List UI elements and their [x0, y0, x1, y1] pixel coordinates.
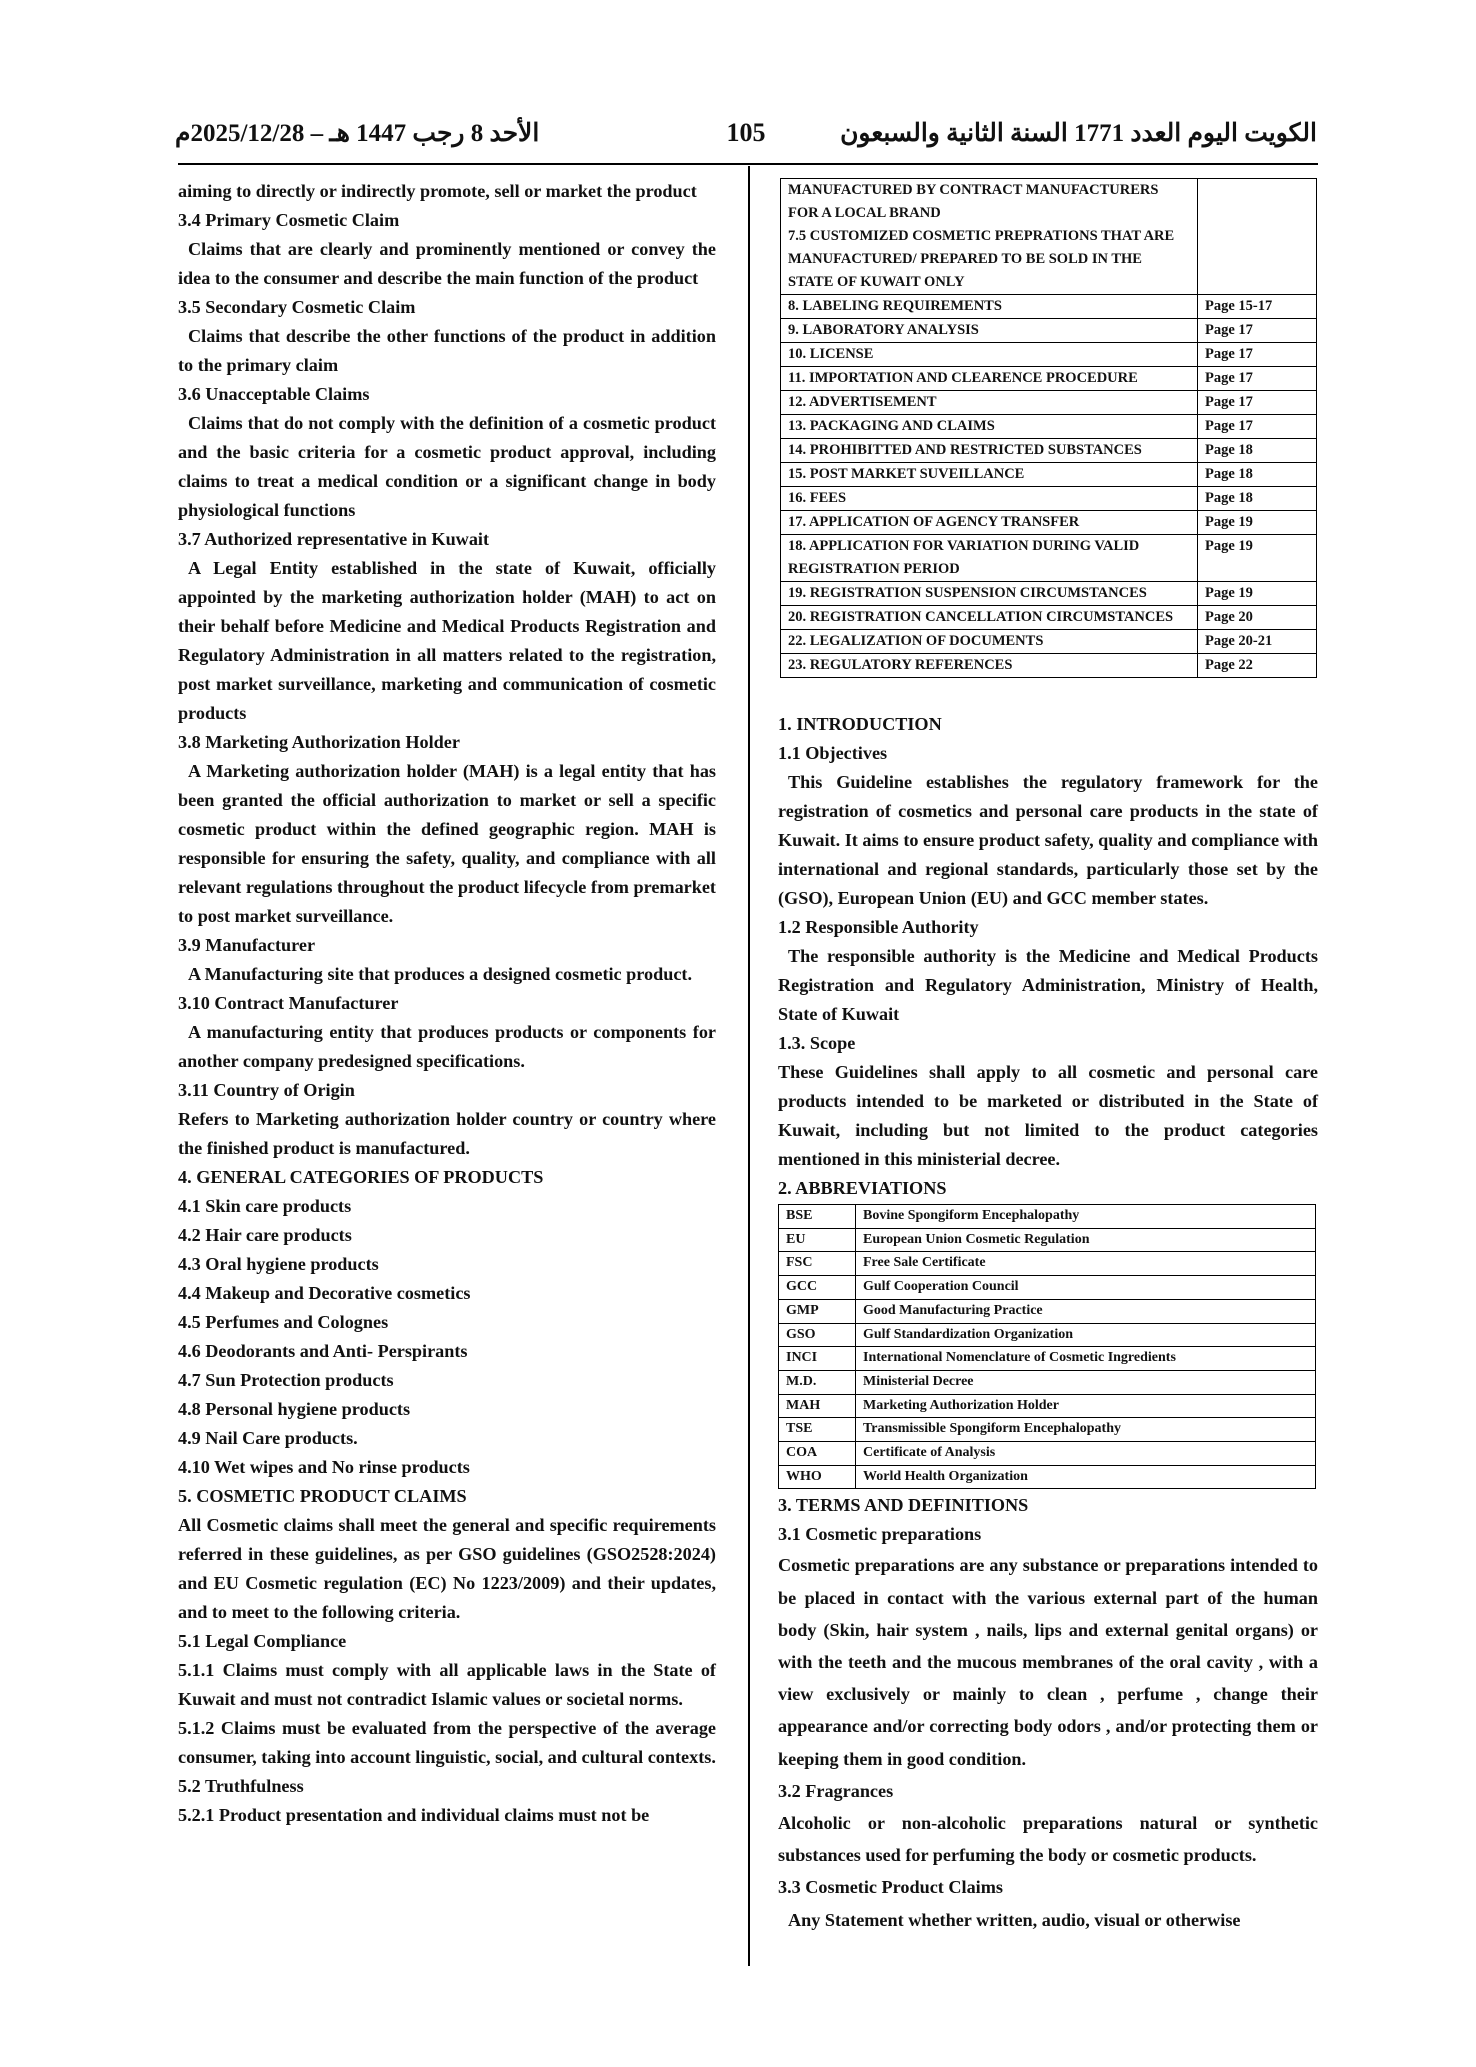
meaning-cell: Transmissible Spongiform Encephalopathy: [856, 1418, 1316, 1442]
paragraph: A Manufacturing site that produces a designed cosmetic product.: [188, 964, 693, 984]
page-header: [175, 118, 1317, 160]
table-row: [779, 1228, 1316, 1252]
paragraph: These Guidelines shall apply to all cosmetic and personal care products intended to be marketed or distributed in the State of Kuwait, including but not limited to the product categories mentioned in this ministerial decree.: [778, 1062, 1318, 1169]
abbreviations-table: [778, 1204, 1316, 1489]
toc-title-cell: 15. POST MARKET SUVEILLANCE: [781, 463, 1198, 487]
list-item: 4.8 Personal hygiene products: [178, 1399, 411, 1419]
list-item: 4.6 Deodorants and Anti- Perspirants: [178, 1341, 468, 1361]
table-row: [781, 367, 1317, 391]
toc-page-cell: Page 18: [1198, 487, 1317, 511]
section-heading: 3.10 Contract Manufacturer: [178, 993, 399, 1013]
toc-page-cell: Page 20: [1198, 606, 1317, 630]
toc-page-cell: Page 18: [1198, 463, 1317, 487]
abbreviation-cell: WHO: [779, 1465, 856, 1489]
toc-page-cell: [1198, 179, 1317, 295]
abbreviation-cell: MAH: [779, 1394, 856, 1418]
abbreviation-cell: TSE: [779, 1418, 856, 1442]
table-row: [779, 1252, 1316, 1276]
toc-title-cell: 19. REGISTRATION SUSPENSION CIRCUMSTANCES: [781, 582, 1198, 606]
toc-title-cell: 23. REGULATORY REFERENCES: [781, 654, 1198, 678]
table-row: [781, 630, 1317, 654]
table-row: [781, 511, 1317, 535]
meaning-cell: Gulf Standardization Organization: [856, 1323, 1316, 1347]
meaning-cell: International Nomenclature of Cosmetic Ingredients: [856, 1347, 1316, 1371]
section-heading: 3.4 Primary Cosmetic Claim: [178, 210, 400, 230]
table-row: [781, 606, 1317, 630]
left-column: [178, 177, 716, 1830]
meaning-cell: World Health Organization: [856, 1465, 1316, 1489]
paragraph: Claims that are clearly and prominently mentioned or convey the idea to the consumer and describe the main function of the product: [178, 239, 716, 288]
section-heading: 3. TERMS AND DEFINITIONS: [778, 1495, 1029, 1516]
section-heading: 3.8 Marketing Authorization Holder: [178, 732, 460, 752]
paragraph: Claims that describe the other functions of the product in addition to the primary claim: [178, 326, 716, 375]
toc-title-cell: 17. APPLICATION OF AGENCY TRANSFER: [781, 511, 1198, 535]
abbreviation-cell: GCC: [779, 1276, 856, 1300]
paragraph: This Guideline establishes the regulatory framework for the registration of cosmetics and personal care products in the state of Kuwait. It aims to ensure product safety, quality and compliance with international and regional standards, particularly those set by the (GSO), European Union (EU) and GCC member states.: [778, 772, 1318, 908]
abbreviation-cell: M.D.: [779, 1370, 856, 1394]
toc-page-cell: Page 20-21: [1198, 630, 1317, 654]
toc-page-cell: Page 18: [1198, 439, 1317, 463]
paragraph: A manufacturing entity that produces products or components for another company predesigned specifications.: [178, 1022, 716, 1071]
paragraph: Cosmetic preparations are any substance or preparations intended to be placed in contact with the various external part of the human body (Skin, hair system , nails, lips and external genital organs) or with the teeth and the mucous membranes of the oral cavity , with a view exclusively or mainly to clean , perfume , change their appearance and/or correcting body odors , and/or protecting them or keeping them in good condition.: [778, 1555, 1318, 1769]
column-divider: [748, 166, 750, 1966]
section-heading: 2. ABBREVIATIONS: [778, 1178, 947, 1198]
section-heading: 3.3 Cosmetic Product Claims: [778, 1877, 1003, 1898]
toc-title-cell: 22. LEGALIZATION OF DOCUMENTS: [781, 630, 1198, 654]
toc-title-cell: 12. ADVERTISEMENT: [781, 391, 1198, 415]
toc-title-cell: 9. LABORATORY ANALYSIS: [781, 319, 1198, 343]
paragraph: 5.1.1 Claims must comply with all applicable laws in the State of Kuwait and must not contradict Islamic values or societal norms.: [178, 1660, 716, 1709]
section-heading: 3.5 Secondary Cosmetic Claim: [178, 297, 416, 317]
toc-page-cell: Page 17: [1198, 415, 1317, 439]
list-item: 4.10 Wet wipes and No rinse products: [178, 1457, 470, 1477]
meaning-cell: Gulf Cooperation Council: [856, 1276, 1316, 1300]
toc-title-cell: 13. PACKAGING AND CLAIMS: [781, 415, 1198, 439]
paragraph: All Cosmetic claims shall meet the general and specific requirements referred in these guidelines, as per GSO guidelines (GSO2528:2024) and EU Cosmetic regulation (EC) No 1223/2009) and their updates, and to meet to the following criteria.: [178, 1515, 716, 1622]
meaning-cell: European Union Cosmetic Regulation: [856, 1228, 1316, 1252]
toc-page-cell: Page 19: [1198, 582, 1317, 606]
table-row: [781, 319, 1317, 343]
table-row: [779, 1418, 1316, 1442]
table-row: [779, 1465, 1316, 1489]
header-rule: [178, 163, 1318, 165]
section-heading: 3.7 Authorized representative in Kuwait: [178, 529, 490, 549]
toc-page-cell: Page 17: [1198, 367, 1317, 391]
table-row: [779, 1347, 1316, 1371]
toc-title-cell: 18. APPLICATION FOR VARIATION DURING VALID REGISTRATION PERIOD: [781, 535, 1198, 582]
toc-page-cell: Page 17: [1198, 343, 1317, 367]
section-heading: 1. INTRODUCTION: [778, 714, 942, 734]
table-row: [781, 391, 1317, 415]
section-heading: 5. COSMETIC PRODUCT CLAIMS: [178, 1486, 467, 1506]
section-heading: 5.2 Truthfulness: [178, 1776, 304, 1796]
table-row: [781, 179, 1317, 295]
meaning-cell: Marketing Authorization Holder: [856, 1394, 1316, 1418]
toc-title-cell: 8. LABELING REQUIREMENTS: [781, 295, 1198, 319]
toc-title-cell: 20. REGISTRATION CANCELLATION CIRCUMSTANCES: [781, 606, 1198, 630]
header-date: الأحد 8 رجب 1447 هـ – 2025/12/28م: [175, 120, 540, 147]
abbreviation-cell: COA: [779, 1442, 856, 1466]
table-row: [781, 654, 1317, 678]
toc-page-cell: Page 17: [1198, 319, 1317, 343]
paragraph: A Legal Entity established in the state of Kuwait, officially appointed by the marketing authorization holder (MAH) to act on their behalf before Medicine and Medical Products Registration and Regulatory Administration in all matters related to the registration, post market surveillance, marketing and communication of cosmetic products: [178, 558, 716, 723]
list-item: 4.5 Perfumes and Colognes: [178, 1312, 389, 1332]
toc-page-cell: Page 17: [1198, 391, 1317, 415]
table-row: [781, 582, 1317, 606]
table-row: [781, 487, 1317, 511]
paragraph: Refers to Marketing authorization holder country or country where the finished product is manufactured.: [178, 1109, 716, 1158]
table-row: [779, 1394, 1316, 1418]
section-heading: 3.9 Manufacturer: [178, 935, 316, 955]
table-of-contents: [780, 178, 1317, 678]
toc-title-cell: 16. FEES: [781, 487, 1198, 511]
list-item: 4.9 Nail Care products.: [178, 1428, 358, 1448]
list-item: 4.1 Skin care products: [178, 1196, 352, 1216]
right-column: [778, 710, 1318, 1936]
table-row: [781, 343, 1317, 367]
abbreviation-cell: GSO: [779, 1323, 856, 1347]
paragraph: Alcoholic or non-alcoholic preparations natural or synthetic substances used for perfuming the body or cosmetic products.: [778, 1813, 1318, 1866]
abbreviation-cell: FSC: [779, 1252, 856, 1276]
table-row: [781, 463, 1317, 487]
list-item: 4.7 Sun Protection products: [178, 1370, 394, 1390]
page-number: 105: [726, 118, 766, 147]
abbreviation-cell: GMP: [779, 1299, 856, 1323]
meaning-cell: Free Sale Certificate: [856, 1252, 1316, 1276]
paragraph: aiming to directly or indirectly promote, sell or market the product: [178, 181, 697, 201]
table-row: [779, 1205, 1316, 1229]
table-row: [779, 1299, 1316, 1323]
paragraph: 5.2.1 Product presentation and individual claims must not be: [178, 1805, 650, 1825]
toc-page-cell: Page 19: [1198, 511, 1317, 535]
section-heading: 3.2 Fragrances: [778, 1780, 894, 1801]
toc-page-cell: Page 22: [1198, 654, 1317, 678]
table-row: [781, 415, 1317, 439]
paragraph: Claims that do not comply with the definition of a cosmetic product and the basic criteria for a cosmetic product approval, including claims to treat a medical condition or a significant change in body physiological functions: [178, 413, 716, 520]
list-item: 4.2 Hair care products: [178, 1225, 352, 1245]
toc-title-cell: MANUFACTURED BY CONTRACT MANUFACTURERS FOR A LOCAL BRAND 7.5 CUSTOMIZED COSMETIC PREPRATIONS THAT ARE MANUFACTURED/ PREPARED TO BE SOLD IN THE STATE OF KUWAIT ONLY: [781, 179, 1198, 295]
section-heading: 5.1 Legal Compliance: [178, 1631, 347, 1651]
section-heading: 3.6 Unacceptable Claims: [178, 384, 370, 404]
paragraph: The responsible authority is the Medicine and Medical Products Registration and Regulatory Administration, Ministry of Health, State of Kuwait: [778, 946, 1318, 1024]
list-item: 4.4 Makeup and Decorative cosmetics: [178, 1283, 471, 1303]
table-row: [781, 295, 1317, 319]
table-row: [779, 1276, 1316, 1300]
toc-title-cell: 10. LICENSE: [781, 343, 1198, 367]
section-heading: 1.3. Scope: [778, 1033, 856, 1053]
header-gazette-title: الكويت اليوم العدد 1771 السنة الثانية والسبعون: [840, 120, 1317, 147]
section-heading: 1.2 Responsible Authority: [778, 917, 979, 937]
section-heading: 3.11 Country of Origin: [178, 1080, 355, 1100]
table-row: [779, 1442, 1316, 1466]
paragraph: A Marketing authorization holder (MAH) is a legal entity that has been granted the official authorization to market or sell a specific cosmetic product within the defined geographic region. MAH is responsible for ensuring the safety, quality, and compliance with all relevant regulations throughout the product lifecycle from premarket to post market surveillance.: [178, 761, 716, 926]
toc-title-cell: 14. PROHIBITTED AND RESTRICTED SUBSTANCES: [781, 439, 1198, 463]
table-row: [779, 1370, 1316, 1394]
section-heading: 3.1 Cosmetic preparations: [778, 1524, 982, 1545]
section-heading: 1.1 Objectives: [778, 743, 888, 763]
list-item: 4.3 Oral hygiene products: [178, 1254, 379, 1274]
paragraph: Any Statement whether written, audio, visual or otherwise: [788, 1909, 1241, 1930]
toc-title-cell: 11. IMPORTATION AND CLEARENCE PROCEDURE: [781, 367, 1198, 391]
paragraph: 5.1.2 Claims must be evaluated from the perspective of the average consumer, taking into account linguistic, social, and cultural contexts.: [178, 1718, 716, 1767]
table-row: [781, 535, 1317, 582]
meaning-cell: Good Manufacturing Practice: [856, 1299, 1316, 1323]
section-heading: 4. GENERAL CATEGORIES OF PRODUCTS: [178, 1167, 544, 1187]
abbreviation-cell: EU: [779, 1228, 856, 1252]
toc-page-cell: Page 19: [1198, 535, 1317, 582]
table-row: [779, 1323, 1316, 1347]
abbreviation-cell: INCI: [779, 1347, 856, 1371]
abbreviation-cell: BSE: [779, 1205, 856, 1229]
toc-page-cell: Page 15-17: [1198, 295, 1317, 319]
meaning-cell: Certificate of Analysis: [856, 1442, 1316, 1466]
meaning-cell: Ministerial Decree: [856, 1370, 1316, 1394]
table-row: [781, 439, 1317, 463]
meaning-cell: Bovine Spongiform Encephalopathy: [856, 1205, 1316, 1229]
